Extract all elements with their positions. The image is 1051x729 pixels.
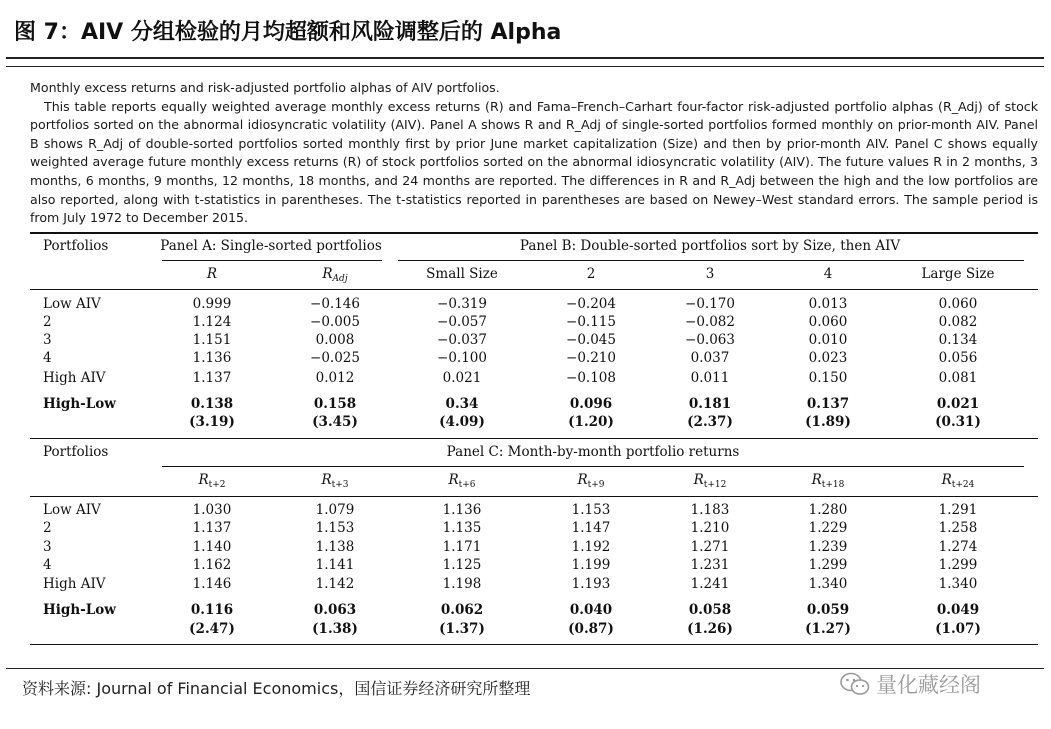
table-cell: 1.192 [571,539,611,555]
high-low-tstat: (0.87) [568,621,614,637]
high-low-value: 0.34 [445,396,479,412]
table-cell: 0.081 [938,370,978,386]
row-label: High-Low [43,396,116,412]
table-cell: 1.199 [571,557,611,573]
high-low-value: 0.062 [440,602,484,618]
table-cell: 1.299 [808,557,848,573]
row-label: High-Low [43,602,116,618]
watermark-text: 量化藏经阁 [876,673,981,697]
table-cell: 1.162 [192,557,232,573]
table-cell: 0.010 [808,332,848,348]
table-cell: −0.100 [437,350,487,366]
table-cell: 1.271 [690,539,730,555]
high-low-tstat: (2.47) [189,621,235,637]
high-low-tstat: (4.09) [439,414,485,430]
row-label: Low AIV [43,502,101,518]
watermark [840,669,981,699]
table-cell: 1.079 [315,502,355,518]
high-low-tstat: (3.19) [189,414,235,430]
table-cell: 0.082 [938,314,978,330]
table-cell: −0.082 [685,314,735,330]
source-note: 资料来源: Journal of Financial Economics，国信证券经济研究所整理 [22,679,531,698]
table-cell: 0.150 [808,370,848,386]
col-header-r-tplus18: $R_{t+18}$ [811,472,845,490]
table-cell: −0.319 [437,296,487,312]
table-cell: 1.258 [938,520,978,536]
col-header-r-tplus24: $R_{t+24}$ [941,472,975,490]
panel-b-rule [398,260,1024,261]
high-low-value: 0.138 [190,396,234,412]
figure-title: 图 7：AIV 分组检验的月均超额和风险调整后的 Alpha [14,20,562,45]
table-cell: 1.142 [315,576,355,592]
col-header-r-tplus12: $R_{t+12}$ [693,472,727,490]
col-header-r-tplus2: $R_{t+2}$ [198,472,226,490]
high-low-tstat: (2.37) [687,414,733,430]
table2-bottom-rule [30,644,1038,645]
col-header-r-tplus3: $R_{t+3}$ [321,472,349,490]
table2-header-rule [30,496,1038,497]
table-cell: 1.136 [442,502,482,518]
high-low-tstat: (1.26) [687,621,733,637]
table-cell: −0.204 [566,296,616,312]
table-cell: 1.340 [808,576,848,592]
table-cell: 1.210 [690,520,730,536]
title-rule-thin [6,66,1044,67]
table-cell: −0.005 [310,314,360,330]
high-low-tstat: (1.20) [568,414,614,430]
table-cell: 0.134 [938,332,978,348]
row-label: Low AIV [43,296,101,312]
row-label: 2 [43,314,52,330]
table2-corner: Portfolios [43,444,109,460]
high-low-value: 0.096 [569,396,613,412]
table-cell: 1.151 [192,332,232,348]
panel-c-rule [162,466,1024,467]
table-cell: 1.153 [315,520,355,536]
table-cell: 0.011 [690,370,730,386]
high-low-tstat: (1.27) [805,621,851,637]
high-low-value: 0.040 [569,602,613,618]
row-label: 3 [43,332,52,348]
table-cell: 0.999 [192,296,232,312]
table-cell: 1.340 [938,576,978,592]
high-low-tstat: (1.38) [312,621,358,637]
table-cell: 1.141 [315,557,355,573]
col-header-r-tplus6: $R_{t+6}$ [448,472,476,490]
table-caption: Monthly excess returns and risk-adjusted portfolio alphas of AIV portfolios. [30,80,500,95]
table-cell: 0.060 [808,314,848,330]
table-cell: −0.063 [685,332,735,348]
col-header-4: 4 [823,266,833,282]
table-cell: 1.229 [808,520,848,536]
high-low-tstat: (1.07) [935,621,981,637]
table-cell: 0.056 [938,350,978,366]
panel-b-title: Panel B: Double-sorted portfolios sort by Size, then AIV [519,238,901,254]
table-cell: 0.008 [315,332,355,348]
table-cell: 0.060 [938,296,978,312]
title-rule [6,57,1044,59]
high-low-value: 0.116 [190,602,234,618]
high-low-value: 0.059 [806,602,850,618]
high-low-value: 0.137 [806,396,850,412]
table-cell: 1.299 [938,557,978,573]
table-cell: −0.057 [437,314,487,330]
row-label: 4 [43,557,52,573]
table-cell: 1.274 [938,539,978,555]
table-cell: 1.291 [938,502,978,518]
panel-a-rule [162,260,382,261]
col-header-r: R [206,266,218,282]
high-low-value: 0.021 [936,396,980,412]
table-cell: −0.170 [685,296,735,312]
table-cell: 1.183 [690,502,730,518]
table-notes: This table reports equally weighted average monthly excess returns (R) and Fama–French–Carhart four-factor risk-adjusted portfolio alphas (R_Adj) of stock portfolios sorted on the abnormal idiosyncratic volatility (AIV). Panel A shows R and R_Adj of single-sorted portfolios formed monthly on prior-month AIV. Panel B shows R_Adj of double-sorted portfolios sorted monthly first by prior June market capitalization (Size) and then by prior-month AIV. Panel C shows equally weighted average future monthly excess returns (R) of stock portfolios sorted on the abnormal idiosyncratic volatility (AIV). The future values R in 2 months, 3 months, 6 months, 9 months, 12 months, 18 months, and 24 months are reported. The differences in R and R_Adj between the high and the low portfolios are also reported, along with t-statistics in parentheses. The t-statistics reported in parentheses are based on Newey–West standard errors. The sample period is from July 1972 to December 2015. [30,98,1038,226]
row-label: 2 [43,520,52,536]
high-low-value: 0.058 [688,602,732,618]
col-header-3: 3 [705,266,715,282]
table-cell: 0.013 [808,296,848,312]
table1-corner: Portfolios [43,238,109,254]
table-cell: 0.037 [690,350,730,366]
row-label: High AIV [43,370,106,386]
row-label: 3 [43,539,52,555]
table-cell: 1.146 [192,576,232,592]
table-cell: 1.124 [192,314,232,330]
col-header-small-size: Small Size [426,266,498,282]
col-header-r-tplus9: $R_{t+9}$ [577,472,605,490]
table-cell: 1.137 [192,370,232,386]
table-cell: 1.198 [442,576,482,592]
table1-header-rule [30,289,1038,290]
table-cell: 1.030 [192,502,232,518]
table-cell: 1.171 [442,539,482,555]
table-description [30,79,1038,228]
col-header-large-size: Large Size [921,266,995,282]
table-cell: 1.231 [690,557,730,573]
table-cell: 1.239 [808,539,848,555]
high-low-tstat: (3.45) [312,414,358,430]
table-cell: 1.136 [192,350,232,366]
table-cell: −0.045 [566,332,616,348]
high-low-value: 0.049 [936,602,980,618]
table-cell: 0.023 [808,350,848,366]
table-cell: 1.241 [690,576,730,592]
high-low-tstat: (1.37) [439,621,485,637]
table-cell: 1.125 [442,557,482,573]
table-cell: 1.138 [315,539,355,555]
table-cell: 1.137 [192,520,232,536]
high-low-value: 0.158 [313,396,357,412]
table-cell: 0.012 [315,370,355,386]
high-low-tstat: (0.31) [935,414,981,430]
table-cell: 1.135 [442,520,482,536]
table-cell: 1.280 [808,502,848,518]
panel-a-title: Panel A: Single-sorted portfolios [160,238,382,254]
col-header-radj: $R_{Adj}$ [322,266,348,284]
table-cell: 1.140 [192,539,232,555]
table-cell: 1.147 [571,520,611,536]
table-cell: −0.210 [566,350,616,366]
row-label: 4 [43,350,52,366]
table-cell: −0.025 [310,350,360,366]
table1-top-rule [30,232,1038,234]
table-cell: −0.108 [566,370,616,386]
col-header-2: 2 [586,266,596,282]
wechat-icon [840,672,870,696]
high-low-tstat: (1.89) [805,414,851,430]
high-low-value: 0.063 [313,602,357,618]
table-cell: 1.193 [571,576,611,592]
table-cell: 1.153 [571,502,611,518]
table-cell: −0.146 [310,296,360,312]
table1-bottom-rule [30,438,1038,439]
row-label: High AIV [43,576,106,592]
table-cell: −0.115 [566,314,616,330]
table-cell: −0.037 [437,332,487,348]
panel-c-title: Panel C: Month-by-month portfolio returns [446,444,740,460]
high-low-value: 0.181 [688,396,732,412]
table-cell: 0.021 [442,370,482,386]
